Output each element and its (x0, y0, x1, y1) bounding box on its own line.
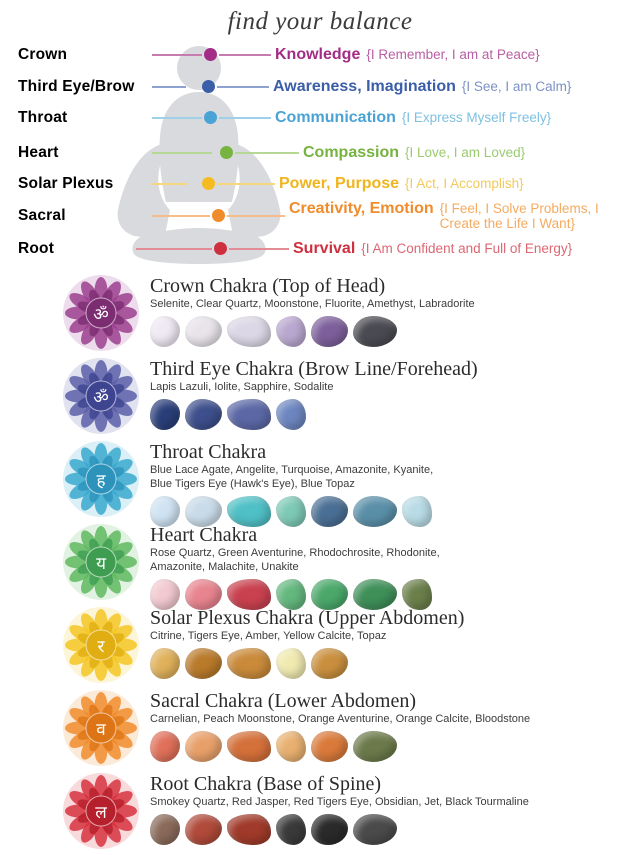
chakra-entry-title: Root Chakra (Base of Spine) (150, 773, 382, 795)
chakra-entry-title: Heart Chakra (150, 524, 258, 546)
chakra-entry-title: Crown Chakra (Top of Head) (150, 275, 386, 297)
chakra-dot-crown (204, 48, 217, 61)
chakra-left-label-third-eye: Third Eye/Brow (18, 77, 135, 95)
connector-line-left-root (136, 248, 212, 250)
stone-swatch (311, 731, 348, 762)
stone-swatch (311, 648, 348, 679)
balance-diagram-section (0, 0, 640, 268)
chakra-right-main-solar-plexus: Power, Purpose (279, 174, 400, 192)
chakra-right-main-heart: Compassion (303, 143, 400, 161)
connector-line-right-solar-plexus (217, 183, 275, 185)
chakra-right-main-third-eye: Awareness, Imagination (273, 77, 456, 95)
connector-line-left-throat (152, 117, 202, 119)
chakra-entry (0, 687, 640, 770)
chakra-right-sub-heart: {I Love, I am Loved} (405, 144, 526, 160)
svg-text:ल: ल (95, 803, 107, 823)
stone-swatch (311, 316, 348, 347)
stone-swatch (353, 731, 397, 762)
svg-text:र: र (97, 637, 105, 657)
chakra-mandala-icon (62, 274, 140, 352)
chakra-right-main-throat: Communication (275, 108, 396, 126)
stone-strip (150, 398, 640, 432)
stone-swatch (227, 814, 271, 845)
chakra-dot-third-eye (202, 80, 215, 93)
stone-swatch (150, 814, 180, 845)
stone-strip (150, 730, 640, 764)
chakra-row-root (0, 236, 640, 261)
stone-swatch (227, 399, 271, 430)
chakra-entry (0, 604, 640, 687)
chakra-entry (0, 355, 640, 438)
stone-swatch (276, 814, 306, 845)
stone-swatch (353, 316, 397, 347)
chakra-right-main-root: Survival (293, 239, 356, 257)
chakra-dot-throat (204, 111, 217, 124)
chakra-row-solar-plexus (0, 171, 640, 196)
chakra-entry-title: Throat Chakra (150, 441, 267, 463)
svg-text:ॐ: ॐ (93, 305, 109, 325)
chakra-stone-list (0, 268, 640, 855)
stone-swatch (185, 814, 222, 845)
stone-swatch (227, 316, 271, 347)
chakra-right-sub-solar-plexus: {I Act, I Accomplish} (405, 175, 524, 191)
chakra-left-label-heart: Heart (18, 143, 59, 161)
connector-line-left-sacral (152, 215, 210, 217)
connector-line-right-third-eye (217, 86, 269, 88)
chakra-entry-stones: Citrine, Tigers Eye, Amber, Yellow Calcite, Topaz (150, 630, 387, 642)
stone-strip (150, 315, 640, 349)
chakra-entry (0, 521, 640, 604)
stone-swatch (150, 399, 180, 430)
stone-swatch (353, 814, 397, 845)
stone-swatch (311, 814, 348, 845)
connector-line-right-crown (219, 54, 271, 56)
chakra-right-main-sacral: Creativity, Emotion (289, 200, 434, 218)
svg-text:य: य (96, 554, 106, 574)
chakra-mandala-icon (62, 772, 140, 850)
chakra-row-third-eye (0, 74, 640, 99)
stone-swatch (150, 316, 180, 347)
chakra-dot-heart (220, 146, 233, 159)
stone-strip (150, 813, 640, 847)
chakra-right-sub-third-eye: {I See, I am Calm} (461, 78, 572, 94)
svg-text:व: व (96, 720, 106, 740)
chakra-entry-title: Solar Plexus Chakra (Upper Abdomen) (150, 607, 465, 629)
connector-line-left-solar-plexus (152, 183, 188, 185)
stone-swatch (185, 316, 222, 347)
chakra-mandala-icon (62, 440, 140, 518)
stone-swatch (185, 399, 222, 430)
page-title: find your balance (227, 8, 413, 35)
chakra-entry-stones: Selenite, Clear Quartz, Moonstone, Fluorite, Amethyst, Labradorite (150, 298, 475, 310)
stone-swatch (185, 731, 222, 762)
chakra-left-label-root: Root (18, 239, 55, 257)
chakra-mandala-icon (62, 523, 140, 601)
chakra-entry-stones: Smokey Quartz, Red Jasper, Red Tigers Eye, Obsidian, Jet, Black Tourmaline (150, 796, 529, 808)
connector-line-right-throat (219, 117, 271, 119)
chakra-right-sub-sacral: {I Feel, I Solve Problems, I Create the Life I Want} (439, 201, 599, 231)
stone-swatch (185, 648, 222, 679)
chakra-entry-title: Sacral Chakra (Lower Abdomen) (150, 690, 417, 712)
chakra-row-heart (0, 140, 640, 165)
chakra-mandala-icon (62, 357, 140, 435)
chakra-row-sacral (0, 200, 640, 231)
stone-swatch (276, 731, 306, 762)
chakra-mandala-icon (62, 689, 140, 767)
stone-swatch (150, 731, 180, 762)
connector-line-left-crown (152, 54, 202, 56)
chakra-entry (0, 770, 640, 853)
chakra-entry (0, 272, 640, 355)
connector-line-right-sacral (227, 215, 285, 217)
chakra-right-sub-throat: {I Express Myself Freely} (401, 109, 552, 125)
chakra-row-crown (0, 42, 640, 67)
chakra-left-label-solar-plexus: Solar Plexus (18, 174, 114, 192)
stone-swatch (227, 648, 271, 679)
connector-line-left-third-eye (152, 86, 186, 88)
chakra-right-main-crown: Knowledge (275, 45, 361, 63)
stone-swatch (276, 316, 306, 347)
chakra-entry-title: Third Eye Chakra (Brow Line/Forehead) (150, 358, 478, 380)
svg-text:ह: ह (96, 471, 106, 491)
chakra-dot-sacral (212, 209, 225, 222)
chakra-entry-stones: Carnelian, Peach Moonstone, Orange Aventurine, Orange Calcite, Bloodstone (150, 713, 531, 725)
svg-text:ॐ: ॐ (93, 388, 109, 408)
chakra-mandala-icon (62, 606, 140, 684)
chakra-left-label-throat: Throat (18, 108, 68, 126)
chakra-dot-root (214, 242, 227, 255)
chakra-entry-stones: Blue Lace Agate, Angelite, Turquoise, Amazonite, Kyanite, Blue Tigers Eye (Hawk's Eye), Blue Topaz (150, 464, 434, 490)
stone-swatch (276, 648, 306, 679)
stone-strip (150, 647, 640, 681)
connector-line-right-root (229, 248, 289, 250)
chakra-left-label-crown: Crown (18, 45, 68, 63)
chakra-entry-stones: Lapis Lazuli, Iolite, Sapphire, Sodalite (150, 381, 334, 393)
stone-swatch (150, 648, 180, 679)
chakra-right-sub-crown: {I Remember, I am at Peace} (366, 46, 540, 62)
chakra-entry-stones: Rose Quartz, Green Aventurine, Rhodochrosite, Rhodonite, Amazonite, Malachite, Unakite (150, 547, 440, 573)
chakra-row-throat (0, 105, 640, 130)
chakra-dot-solar-plexus (202, 177, 215, 190)
chakra-left-label-sacral: Sacral (18, 206, 66, 224)
chakra-right-sub-root: {I Am Confident and Full of Energy} (361, 240, 573, 256)
connector-line-right-heart (235, 152, 299, 154)
stone-swatch (227, 731, 271, 762)
stone-swatch (276, 399, 306, 430)
chakra-entry (0, 438, 640, 521)
connector-line-left-heart (152, 152, 212, 154)
